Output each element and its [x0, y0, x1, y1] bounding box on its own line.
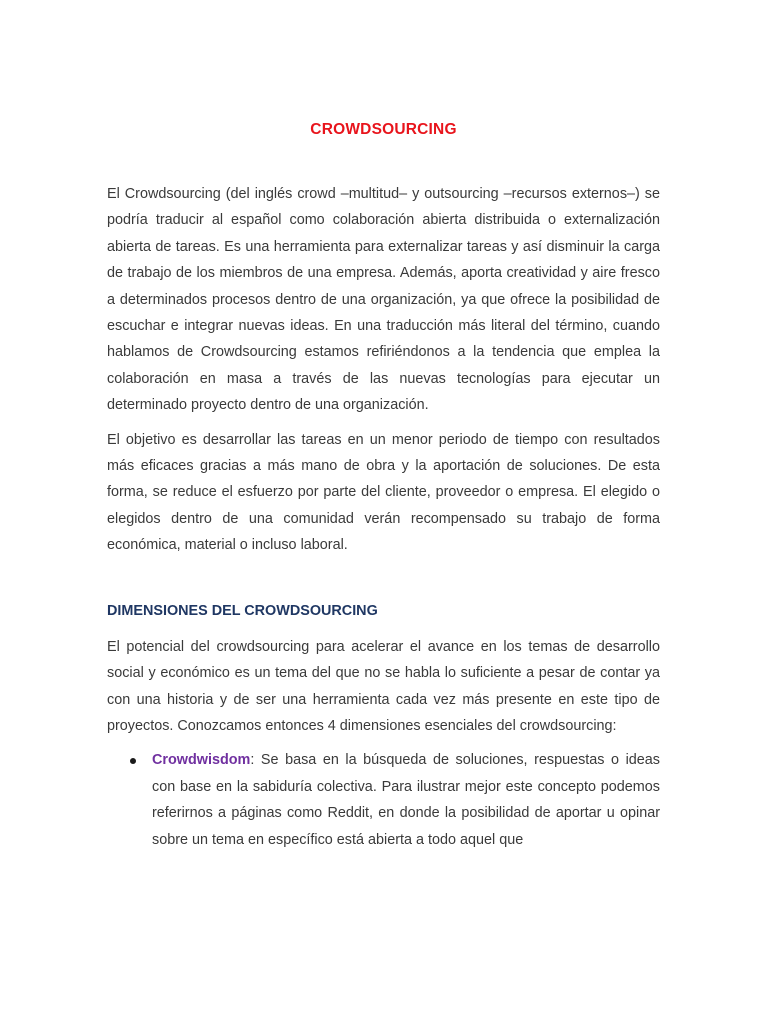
- bullet-term: Crowdwisdom: [152, 752, 251, 769]
- intro-paragraph: El Crowdsourcing (del inglés crowd –multitud– y outsourcing –recursos externos–) se podría traducir al español como colaboración abierta distribuida o externalización abierta de tareas. Es una herramienta para externalizar tareas y así disminuir la carga de trabajo de los miembros de una empresa. Además, aporta creatividad y aire fresco a determinados procesos dentro de una organización, ya que ofrece la posibilidad de escuchar e integrar nuevas ideas. En una traducción más literal del término, cuando hablamos de Crowdsourcing estamos refiriéndonos a la tendencia que emplea la colaboración en masa a través de las nuevas tecnologías para ejecutar un determinado proyecto dentro de una organización.: [107, 186, 660, 414]
- dimensions-list: [107, 747, 660, 853]
- document-title: CROWDSOURCING: [310, 121, 457, 138]
- document-content: [107, 118, 660, 853]
- objective-paragraph: El objetivo es desarrollar las tareas en un menor periodo de tiempo con resultados más eficaces gracias a más mano de obra y la aportación de soluciones. De esta forma, se reduce el esfuerzo por parte del cliente, proveedor o empresa. El elegido o elegidos dentro de una comunidad verán recompensado su trabajo de forma económica, material o incluso laboral.: [107, 431, 660, 554]
- bullet-text: : Se basa en la búsqueda de soluciones, respuestas o ideas con base en la sabiduría colectiva. Para ilustrar mejor este concepto podemos referirnos a páginas como Reddit, en donde la posibilidad de aportar u opinar sobre un tema en específico está abierta a todo aquel que: [152, 752, 660, 848]
- list-item: [107, 747, 660, 853]
- section-heading: DIMENSIONES DEL CROWDSOURCING: [107, 602, 378, 619]
- section-intro-paragraph: El potencial del crowdsourcing para acelerar el avance en los temas de desarrollo social y económico es un tema del que no se habla lo suficiente a pesar de contar ya con una historia y de ser una herramienta cada vez más presente en este tipo de proyectos. Conozcamos entonces 4 dimensiones esenciales del crowdsourcing:: [107, 638, 660, 734]
- bullet-icon: [130, 758, 136, 764]
